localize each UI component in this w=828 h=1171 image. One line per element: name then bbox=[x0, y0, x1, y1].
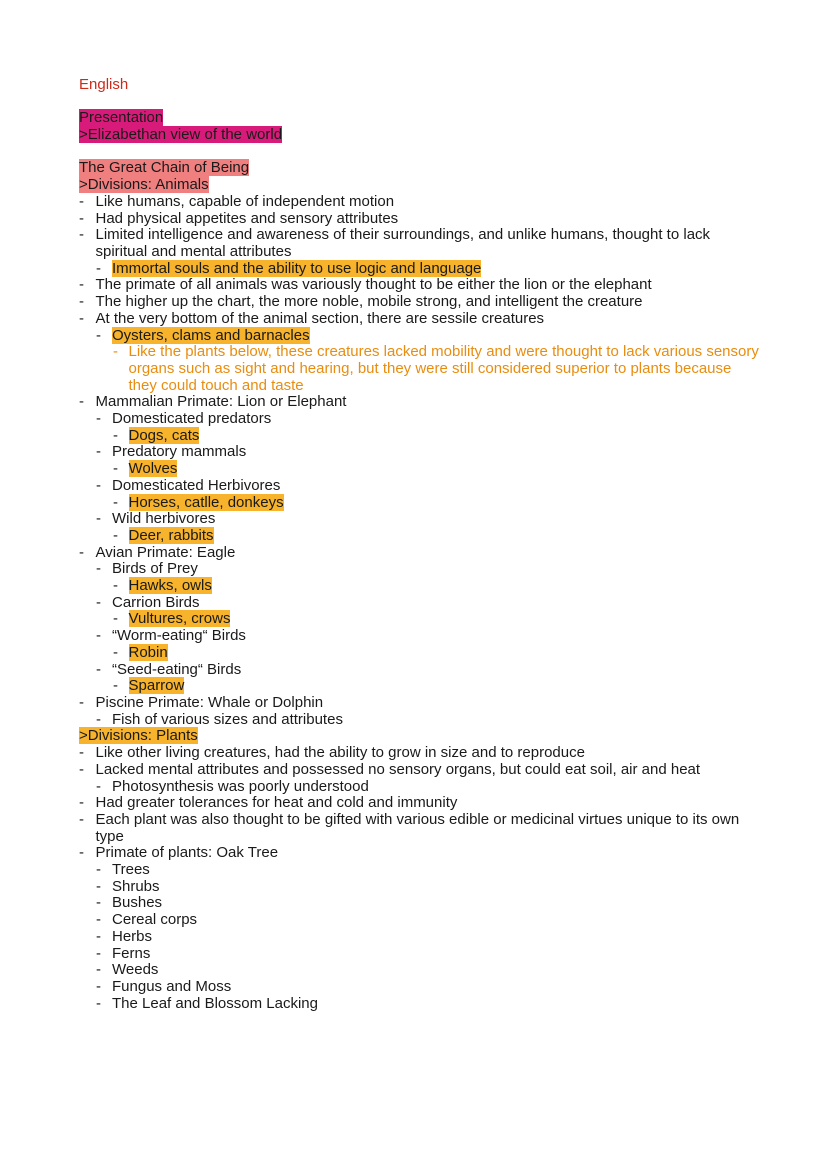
list-item-text: Each plant was also thought to be gifted with various edible or medicinal virtues unique to its own type bbox=[95, 810, 740, 845]
list-item-text: Primate of plants: Oak Tree bbox=[95, 844, 279, 862]
plants-list bbox=[79, 745, 759, 1012]
list-item-text: Ferns bbox=[112, 944, 151, 962]
list-item bbox=[79, 912, 759, 929]
chain-title: The Great Chain of Being bbox=[79, 159, 250, 177]
list-item bbox=[79, 611, 759, 628]
list-item bbox=[79, 444, 759, 461]
bullet-dash: - bbox=[96, 593, 101, 611]
list-item-text: Like humans, capable of independent motion bbox=[95, 192, 395, 210]
bullet-dash: - bbox=[96, 961, 101, 979]
list-item bbox=[79, 428, 759, 445]
list-item-text: Cereal corps bbox=[112, 911, 198, 929]
list-item-text: Wolves bbox=[128, 460, 178, 478]
list-item-text: Mammalian Primate: Lion or Elephant bbox=[95, 393, 347, 411]
bullet-dash: - bbox=[96, 410, 101, 428]
bullet-dash: - bbox=[96, 259, 101, 277]
list-item bbox=[79, 712, 759, 729]
list-item-text: Predatory mammals bbox=[112, 443, 247, 461]
list-item-text: Vultures, crows bbox=[128, 610, 231, 628]
bullet-dash: - bbox=[79, 192, 84, 210]
list-item bbox=[79, 762, 759, 779]
bullet-dash: - bbox=[113, 460, 118, 478]
list-item bbox=[79, 628, 759, 645]
list-item-text: Avian Primate: Eagle bbox=[95, 543, 236, 561]
bullet-dash: - bbox=[79, 794, 84, 812]
list-item bbox=[79, 962, 759, 979]
list-item-text: “Seed-eating“ Birds bbox=[112, 660, 242, 678]
bullet-dash: - bbox=[113, 493, 118, 511]
presentation-topic: >Elizabethan view of the world bbox=[79, 126, 283, 144]
list-item bbox=[79, 495, 759, 512]
bullet-dash: - bbox=[96, 710, 101, 728]
list-item-text: At the very bottom of the animal section, there are sessile creatures bbox=[95, 309, 545, 327]
list-item bbox=[79, 879, 759, 896]
document-page bbox=[79, 77, 759, 1012]
bullet-dash: - bbox=[96, 777, 101, 795]
bullet-dash: - bbox=[113, 610, 118, 628]
list-item-text: Wild herbivores bbox=[112, 510, 216, 528]
list-item bbox=[79, 996, 759, 1013]
list-item bbox=[79, 795, 759, 812]
presentation-label: Presentation bbox=[79, 109, 164, 127]
list-item bbox=[79, 578, 759, 595]
bullet-dash: - bbox=[79, 810, 84, 828]
list-item-text: Fish of various sizes and attributes bbox=[112, 710, 343, 728]
bullet-dash: - bbox=[79, 309, 84, 327]
list-item-text: Carrion Birds bbox=[112, 593, 200, 611]
list-item-text: Bushes bbox=[112, 894, 163, 912]
bullet-dash: - bbox=[79, 844, 84, 862]
list-item bbox=[79, 779, 759, 796]
bullet-dash: - bbox=[113, 643, 118, 661]
bullet-dash: - bbox=[96, 994, 101, 1012]
list-item-text: Like other living creatures, had the ability to grow in size and to reproduce bbox=[95, 744, 585, 762]
list-item bbox=[79, 929, 759, 946]
list-item bbox=[79, 394, 759, 411]
bullet-dash: - bbox=[96, 944, 101, 962]
list-item bbox=[79, 745, 759, 762]
animals-heading: >Divisions: Animals bbox=[79, 176, 209, 194]
list-item bbox=[79, 211, 759, 228]
bullet-dash: - bbox=[96, 894, 101, 912]
list-item bbox=[79, 311, 759, 328]
bullet-dash: - bbox=[113, 426, 118, 444]
bullet-dash: - bbox=[96, 977, 101, 995]
list-item-text: Limited intelligence and awareness of their surroundings, and unlike humans, thought to lack spiritual and mental attributes bbox=[95, 226, 711, 260]
list-item-text: Horses, catlle, donkeys bbox=[128, 493, 284, 511]
bullet-dash: - bbox=[96, 510, 101, 528]
list-item-text: Birds of Prey bbox=[112, 560, 198, 578]
list-item bbox=[79, 545, 759, 562]
list-item bbox=[79, 695, 759, 712]
bullet-dash: - bbox=[113, 343, 118, 361]
bullet-dash: - bbox=[96, 911, 101, 929]
bullet-dash: - bbox=[96, 877, 101, 895]
plants-heading: >Divisions: Plants bbox=[79, 727, 198, 745]
chain-section bbox=[79, 160, 759, 1012]
list-item-text: Piscine Primate: Whale or Dolphin bbox=[95, 693, 324, 711]
list-item bbox=[79, 812, 759, 845]
list-item bbox=[79, 194, 759, 211]
list-item bbox=[79, 261, 759, 278]
bullet-dash: - bbox=[79, 209, 84, 227]
bullet-dash: - bbox=[113, 526, 118, 544]
bullet-dash: - bbox=[96, 443, 101, 461]
list-item-text: Deer, rabbits bbox=[128, 526, 214, 544]
list-item bbox=[79, 645, 759, 662]
list-item bbox=[79, 979, 759, 996]
list-item-text: Sparrow bbox=[128, 677, 185, 695]
list-item-text: Robin bbox=[128, 643, 168, 661]
list-item bbox=[79, 478, 759, 495]
bullet-dash: - bbox=[79, 760, 84, 778]
presentation-block bbox=[79, 110, 759, 143]
bullet-dash: - bbox=[96, 861, 101, 879]
list-item-text: Weeds bbox=[112, 961, 159, 979]
list-item-text: Had physical appetites and sensory attributes bbox=[95, 209, 399, 227]
list-item-text: Shrubs bbox=[112, 877, 160, 895]
list-item bbox=[79, 845, 759, 862]
animals-list bbox=[79, 194, 759, 729]
bullet-dash: - bbox=[96, 627, 101, 645]
list-item bbox=[79, 561, 759, 578]
list-item-text: Fungus and Moss bbox=[112, 977, 232, 995]
bullet-dash: - bbox=[96, 927, 101, 945]
bullet-dash: - bbox=[96, 660, 101, 678]
list-item-text: Hawks, owls bbox=[128, 577, 212, 595]
bullet-dash: - bbox=[113, 677, 118, 695]
list-item bbox=[79, 511, 759, 528]
list-item bbox=[79, 277, 759, 294]
bullet-dash: - bbox=[79, 693, 84, 711]
list-item-text: Photosynthesis was poorly understood bbox=[112, 777, 369, 795]
list-item-text: Domesticated Herbivores bbox=[112, 476, 281, 494]
list-item bbox=[79, 328, 759, 345]
list-item bbox=[79, 227, 759, 260]
list-item-text: Immortal souls and the ability to use logic and language bbox=[112, 259, 482, 277]
bullet-dash: - bbox=[96, 560, 101, 578]
list-item-text: Herbs bbox=[112, 927, 153, 945]
bullet-dash: - bbox=[79, 744, 84, 762]
bullet-dash: - bbox=[79, 543, 84, 561]
bullet-dash: - bbox=[96, 476, 101, 494]
bullet-dash: - bbox=[79, 276, 84, 294]
list-item-text: Domesticated predators bbox=[112, 410, 272, 428]
bullet-dash: - bbox=[79, 293, 84, 311]
bullet-dash: - bbox=[79, 226, 84, 244]
subject-heading: English bbox=[79, 76, 129, 93]
bullet-dash: - bbox=[79, 393, 84, 411]
list-item-text: Had greater tolerances for heat and cold and immunity bbox=[95, 794, 458, 812]
list-item bbox=[79, 662, 759, 679]
list-item-text: Trees bbox=[112, 861, 150, 879]
list-item bbox=[79, 595, 759, 612]
list-item bbox=[79, 862, 759, 879]
list-item-text: The higher up the chart, the more noble, mobile strong, and intelligent the creature bbox=[95, 293, 643, 311]
list-item bbox=[79, 411, 759, 428]
bullet-dash: - bbox=[96, 326, 101, 344]
list-item-text: The primate of all animals was variously thought to be either the lion or the elephant bbox=[95, 276, 652, 294]
list-item bbox=[79, 528, 759, 545]
bullet-dash: - bbox=[113, 577, 118, 595]
list-item bbox=[79, 678, 759, 695]
list-item-text: The Leaf and Blossom Lacking bbox=[112, 994, 318, 1012]
list-item-text: “Worm-eating“ Birds bbox=[112, 627, 246, 645]
list-item-text: Oysters, clams and barnacles bbox=[112, 326, 310, 344]
list-item bbox=[79, 294, 759, 311]
list-item-text: Dogs, cats bbox=[128, 426, 200, 444]
list-item-text: Like the plants below, these creatures lacked mobility and were thought to lack various sensory organs such as sight and hearing, but they were still considered superior to plants because they could touch and taste bbox=[128, 343, 759, 394]
list-item bbox=[79, 895, 759, 912]
list-item bbox=[79, 461, 759, 478]
list-item bbox=[79, 946, 759, 963]
list-item-text: Lacked mental attributes and possessed no sensory organs, but could eat soil, air and heat bbox=[95, 760, 701, 778]
list-item bbox=[79, 344, 759, 394]
